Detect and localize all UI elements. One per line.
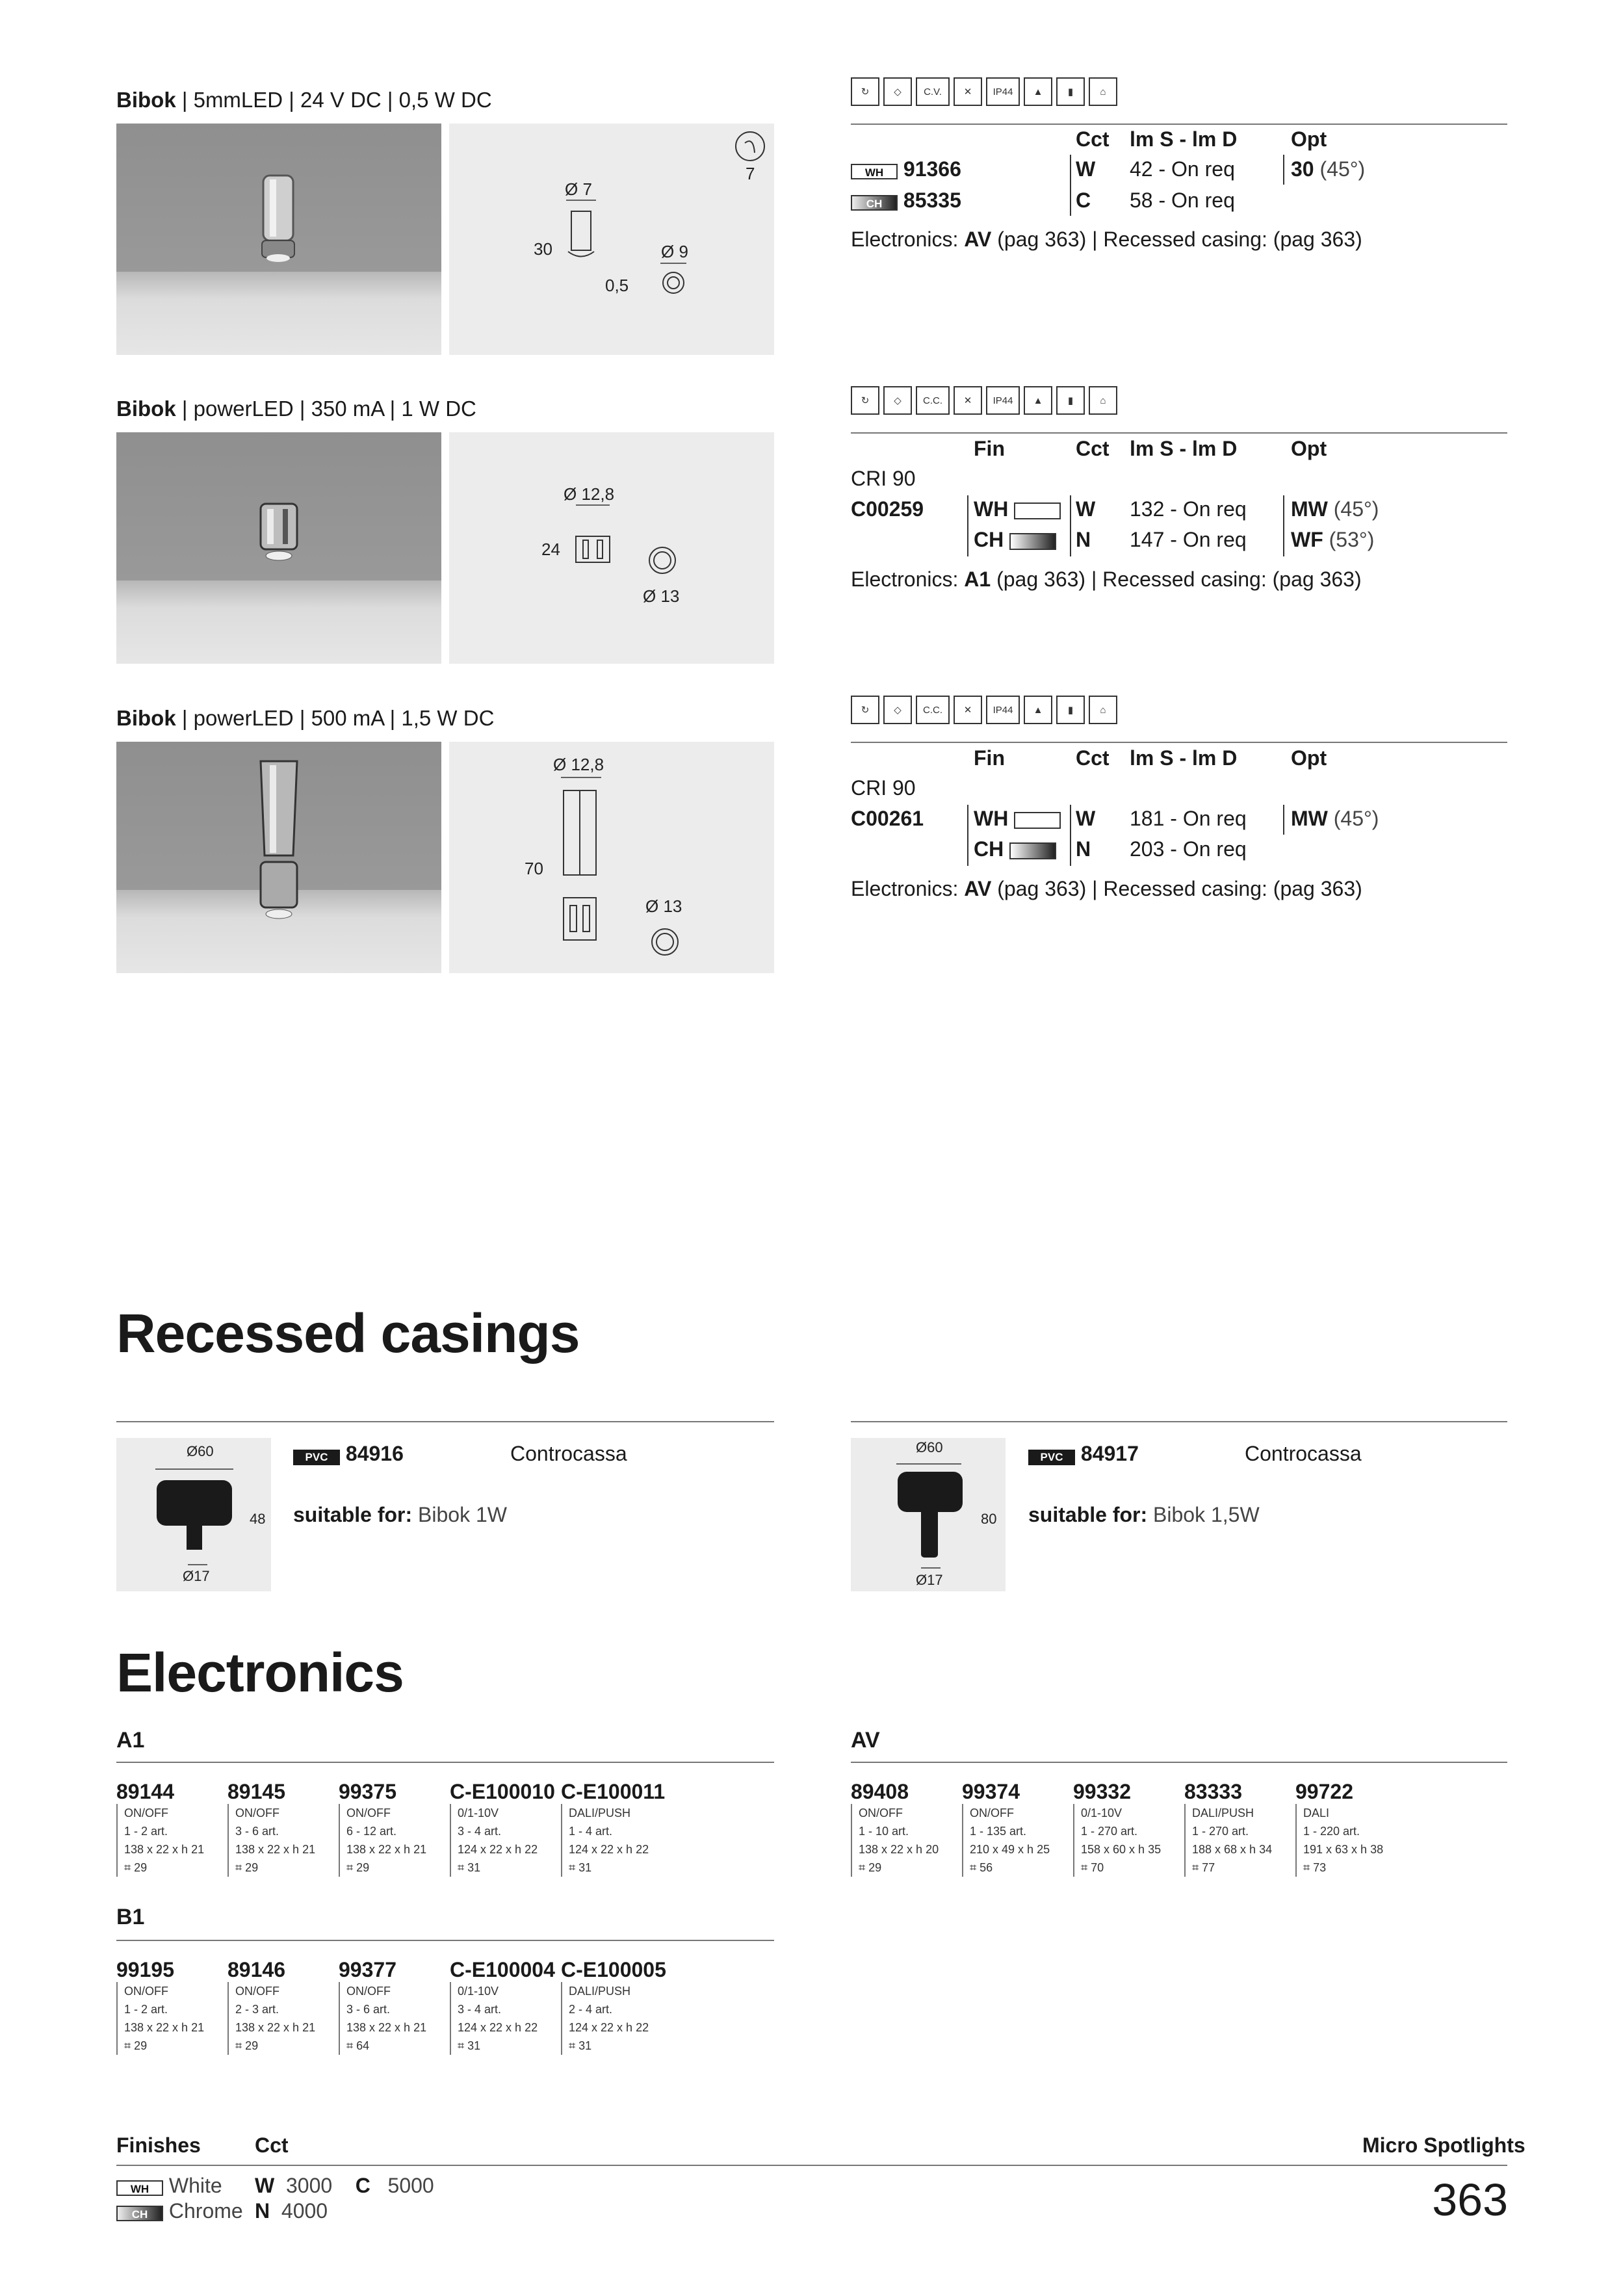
electronics-item	[116, 1958, 204, 2055]
cc-icon: C.C.	[916, 696, 950, 724]
lm-value: 42 - On req	[1130, 157, 1235, 181]
book-icon: ⌗	[1081, 1861, 1088, 1874]
finish-swatch	[1009, 842, 1056, 859]
lm-value: 147 - On req	[1130, 528, 1247, 551]
dim-thickness: 0,5	[605, 276, 629, 295]
opt-value: 30	[1291, 157, 1314, 181]
electronics-group-av	[851, 1780, 1507, 1877]
finishes-label: Finishes	[116, 2133, 201, 2157]
electronics-info	[339, 1982, 426, 2055]
page-ref-value: 31	[467, 1861, 481, 1874]
group-label: B1	[116, 1905, 145, 1929]
product-photo	[116, 124, 441, 355]
cri-label: CRI 90	[851, 776, 916, 800]
electronics-item	[450, 1780, 555, 1877]
book-icon: ⌗	[124, 1861, 131, 1874]
electronics-code: C-E100004	[450, 1958, 555, 1981]
electronics-item	[561, 1780, 665, 1877]
suitable-for: suitable for: Bibok 1W	[293, 1503, 507, 1526]
electronics-size: 188 x 68 x h 34	[1192, 1843, 1273, 1856]
dim-side: 80	[981, 1511, 997, 1527]
lm-value: 132 - On req	[1130, 497, 1247, 521]
cct-value: N	[1076, 837, 1091, 861]
electronics-size: 138 x 22 x h 21	[124, 2021, 205, 2034]
electronics-art: 1 - 2 art.	[124, 2003, 168, 2016]
group-label: A1	[116, 1728, 145, 1753]
finish-swatch	[1009, 533, 1056, 550]
electronics-mode: ON/OFF	[235, 1985, 279, 1998]
spotlight-image	[116, 742, 441, 973]
page-ref	[1303, 1859, 1383, 1877]
cri-label: CRI 90	[851, 467, 916, 490]
electronics-art: 2 - 3 art.	[235, 2003, 279, 2016]
electronics-item	[1295, 1780, 1383, 1877]
page-ref-value: 29	[245, 1861, 259, 1874]
ip-rating-icon: IP44	[986, 696, 1020, 724]
electronics-info	[116, 1982, 204, 2055]
electronics-art: 6 - 12 art.	[346, 1825, 397, 1838]
divider	[116, 1762, 774, 1763]
tilt-icon: ▮	[1056, 386, 1085, 415]
electronics-item	[339, 1780, 426, 1877]
page-ref	[458, 2037, 555, 2055]
electronics-mode: ON/OFF	[346, 1985, 391, 1998]
finish-swatch	[1014, 812, 1061, 829]
install-icon: ↻	[851, 386, 879, 415]
book-icon: ⌗	[458, 2039, 465, 2052]
electronics-info	[1295, 1804, 1383, 1877]
cc-icon: C.C.	[916, 386, 950, 415]
dim-top: Ø60	[916, 1439, 943, 1455]
electronics-item	[962, 1780, 1050, 1877]
electronics-art: 1 - 4 art.	[569, 1825, 613, 1838]
book-icon: ⌗	[970, 1861, 977, 1874]
electronics-code: C-E100011	[561, 1780, 666, 1803]
opt-value: MW	[1291, 807, 1328, 830]
class-iii-icon: ◇	[883, 386, 912, 415]
col-opt: Opt	[1291, 437, 1327, 460]
col-cct: Cct	[1076, 746, 1110, 770]
page-ref-value: 64	[356, 2039, 370, 2052]
section-name: Micro Spotlights	[1362, 2133, 1526, 2157]
product-code: 91366	[903, 157, 961, 181]
dim-top: Ø60	[187, 1443, 214, 1459]
page-ref	[235, 2037, 315, 2055]
table-row: WH	[974, 497, 1061, 521]
cct-value: W	[1076, 807, 1096, 830]
electronics-info	[450, 1982, 555, 2055]
table-row	[851, 157, 961, 181]
product-code: C00261	[851, 807, 924, 830]
casing-row	[1028, 1442, 1139, 1466]
technical-drawing	[449, 432, 774, 664]
book-icon: ⌗	[569, 1861, 576, 1874]
install-icon: ↻	[851, 696, 879, 724]
spotlight-image	[116, 124, 441, 355]
book-icon: ⌗	[346, 2039, 354, 2052]
electronics-size: 124 x 22 x h 22	[458, 1843, 538, 1856]
electronics-mode: DALI/PUSH	[1192, 1807, 1254, 1820]
icon-row	[851, 696, 1117, 724]
electronics-info	[450, 1804, 555, 1877]
electronics-art: 1 - 220 art.	[1303, 1825, 1360, 1838]
electronics-mode: ON/OFF	[124, 1807, 168, 1820]
product-code: C00259	[851, 497, 924, 521]
finish-swatch	[1014, 502, 1061, 519]
electronics-code: 83333	[1184, 1780, 1242, 1803]
page-ref	[569, 2037, 666, 2055]
product-title: Bibok | 5mmLED | 24 V DC | 0,5 W DC	[116, 88, 492, 112]
section-title: Electronics	[116, 1642, 404, 1703]
material-badge: PVC	[293, 1450, 340, 1465]
electronics-info	[851, 1804, 939, 1877]
casing-row	[293, 1442, 404, 1466]
book-icon: ⌗	[859, 1861, 866, 1874]
divider	[116, 2165, 1507, 2166]
page-ref-value: 70	[1091, 1861, 1104, 1874]
electronics-mode: ON/OFF	[235, 1807, 279, 1820]
dim-tilt: 7	[746, 164, 755, 183]
col-lm: lm S - lm D	[1130, 437, 1238, 460]
electronics-mode: 0/1-10V	[458, 1985, 499, 1998]
electronics-code: 89146	[227, 1958, 285, 1981]
finish-wh: WH White	[116, 2174, 222, 2198]
product-title: Bibok | powerLED | 500 mA | 1,5 W DC	[116, 706, 495, 730]
electronics-art: 1 - 135 art.	[970, 1825, 1027, 1838]
electronics-code: 99195	[116, 1958, 174, 1981]
electronics-size: 158 x 60 x h 35	[1081, 1843, 1162, 1856]
electronics-mode: DALI/PUSH	[569, 1807, 631, 1820]
electronics-size: 124 x 22 x h 22	[569, 1843, 649, 1856]
opt-value: WF	[1291, 528, 1323, 551]
electronics-item	[1073, 1780, 1161, 1877]
page-ref	[235, 1859, 315, 1877]
dim-bottom: Ø17	[183, 1568, 210, 1584]
lm-value: 181 - On req	[1130, 807, 1247, 830]
tilt-icon: ▮	[1056, 77, 1085, 106]
opt-angle: (45°)	[1319, 157, 1366, 181]
product-photo	[116, 742, 441, 973]
electronics-ref: Electronics: AV (pag 363) | Recessed casing: (pag 363)	[851, 228, 1362, 251]
spot-icon: ⌂	[1089, 386, 1117, 415]
electronics-size: 138 x 22 x h 21	[124, 1843, 205, 1856]
electronics-item	[1184, 1780, 1272, 1877]
electronics-mode: 0/1-10V	[1081, 1807, 1123, 1820]
page-number: 363	[1432, 2174, 1508, 2225]
finish-badge: CH	[851, 195, 898, 211]
book-icon: ⌗	[458, 1861, 465, 1874]
page-ref-value: 31	[467, 2039, 481, 2052]
book-icon: ⌗	[235, 2039, 242, 2052]
electronics-group-a1	[116, 1780, 774, 1877]
cct-value: C	[1076, 189, 1091, 212]
book-icon: ⌗	[569, 2039, 576, 2052]
electronics-info	[116, 1804, 204, 1877]
electronics-size: 124 x 22 x h 22	[569, 2021, 649, 2034]
electronics-mode: ON/OFF	[124, 1985, 168, 1998]
electronics-art: 1 - 270 art.	[1081, 1825, 1138, 1838]
finish-badge: WH	[851, 164, 898, 179]
electronics-art: 3 - 4 art.	[458, 2003, 502, 2016]
page-ref	[1192, 1859, 1272, 1877]
page-ref-value: 29	[134, 1861, 148, 1874]
electronics-mode: ON/OFF	[859, 1807, 903, 1820]
cct-value: W	[1076, 497, 1096, 521]
electronics-info	[339, 1804, 426, 1877]
dim-diameter: Ø 12,8	[553, 755, 604, 774]
beam-icon: ▲	[1024, 696, 1052, 724]
electronics-art: 3 - 4 art.	[458, 1825, 502, 1838]
electronics-size: 138 x 22 x h 21	[346, 2021, 427, 2034]
electronics-code: 99375	[339, 1780, 396, 1803]
casing-drawing	[116, 1438, 271, 1591]
electronics-info	[561, 1804, 665, 1877]
electronics-size: 138 x 22 x h 20	[859, 1843, 939, 1856]
casing-code: 84916	[345, 1442, 404, 1465]
casing-code: 84917	[1080, 1442, 1139, 1465]
page-ref-value: 29	[245, 2039, 259, 2052]
electronics-code: C-E100010	[450, 1780, 555, 1803]
class-iii-icon: ◇	[883, 696, 912, 724]
book-icon: ⌗	[235, 1861, 242, 1874]
page-ref-value: 73	[1313, 1861, 1327, 1874]
electronics-code: 99377	[339, 1958, 396, 1981]
material-badge: PVC	[1028, 1450, 1075, 1465]
electronics-info	[962, 1804, 1050, 1877]
page-ref-value: 31	[578, 1861, 592, 1874]
electronics-code: 99332	[1073, 1780, 1131, 1803]
electronics-size: 138 x 22 x h 21	[346, 1843, 427, 1856]
class-iii-icon: ◇	[883, 77, 912, 106]
no-cover-icon: ✕	[954, 77, 982, 106]
page-ref-value: 31	[578, 2039, 592, 2052]
cct-n: N 4000	[255, 2199, 328, 2223]
page-ref	[569, 1859, 665, 1877]
electronics-art: 1 - 10 art.	[859, 1825, 909, 1838]
divider	[851, 432, 1507, 434]
electronics-size: 138 x 22 x h 21	[235, 1843, 316, 1856]
electronics-mode: ON/OFF	[970, 1807, 1014, 1820]
electronics-size: 210 x 49 x h 25	[970, 1843, 1050, 1856]
dim-height: 30	[534, 239, 552, 259]
col-cct: Cct	[1076, 437, 1110, 460]
col-fin: Fin	[974, 437, 1005, 460]
electronics-code: C-E100005	[561, 1958, 666, 1981]
dim-diameter-2: Ø 13	[645, 896, 682, 916]
col-opt: Opt	[1291, 127, 1327, 151]
divider	[851, 1421, 1507, 1422]
section-title: Recessed casings	[116, 1303, 580, 1364]
col-opt: Opt	[1291, 746, 1327, 770]
electronics-item	[227, 1958, 315, 2055]
product-photo	[116, 432, 441, 664]
beam-icon: ▲	[1024, 77, 1052, 106]
col-cct: Cct	[1076, 127, 1110, 151]
electronics-mode: DALI	[1303, 1807, 1330, 1820]
product-title: Bibok | powerLED | 350 mA | 1 W DC	[116, 397, 476, 421]
electronics-mode: ON/OFF	[346, 1807, 391, 1820]
page-ref-value: 29	[868, 1861, 882, 1874]
electronics-item	[561, 1958, 666, 2055]
casing-desc: Controcassa	[1245, 1442, 1362, 1465]
electronics-code: 89144	[116, 1780, 174, 1803]
divider	[851, 1762, 1507, 1763]
divider	[851, 124, 1507, 125]
dim-diameter: Ø 12,8	[564, 484, 615, 504]
electronics-ref: Electronics: AV (pag 363) | Recessed casing: (pag 363)	[851, 877, 1362, 900]
col-lm: lm S - lm D	[1130, 127, 1238, 151]
suitable-for: suitable for: Bibok 1,5W	[1028, 1503, 1260, 1526]
book-icon: ⌗	[1303, 1861, 1310, 1874]
dim-diameter-2: Ø 9	[661, 242, 688, 261]
no-cover-icon: ✕	[954, 696, 982, 724]
icon-row	[851, 77, 1117, 106]
electronics-item	[339, 1958, 426, 2055]
electronics-info	[561, 1982, 666, 2055]
electronics-info	[1184, 1804, 1272, 1877]
electronics-art: 1 - 270 art.	[1192, 1825, 1249, 1838]
divider	[851, 742, 1507, 743]
icon-row	[851, 386, 1117, 415]
casing-desc: Controcassa	[510, 1442, 627, 1465]
electronics-code: 89408	[851, 1780, 909, 1803]
table-row: CH	[974, 528, 1056, 552]
col-fin: Fin	[974, 746, 1005, 770]
divider	[116, 1940, 774, 1941]
dim-height: 70	[525, 859, 543, 878]
spotlight-image	[116, 432, 441, 664]
electronics-code: 99722	[1295, 1780, 1353, 1803]
dim-diameter: Ø 7	[565, 179, 592, 199]
cct-value: N	[1076, 528, 1091, 551]
electronics-art: 3 - 6 art.	[346, 2003, 391, 2016]
electronics-art: 1 - 2 art.	[124, 1825, 168, 1838]
electronics-code: 89145	[227, 1780, 285, 1803]
dim-diameter-2: Ø 13	[643, 586, 680, 606]
table-row	[851, 189, 961, 213]
page-ref	[124, 2037, 204, 2055]
electronics-item	[851, 1780, 939, 1877]
cv-icon: C.V.	[916, 77, 950, 106]
page-ref	[458, 1859, 555, 1877]
technical-drawing	[449, 124, 774, 355]
install-icon: ↻	[851, 77, 879, 106]
book-icon: ⌗	[124, 2039, 131, 2052]
page-ref-value: 77	[1202, 1861, 1215, 1874]
ip-rating-icon: IP44	[986, 77, 1020, 106]
electronics-size: 124 x 22 x h 22	[458, 2021, 538, 2034]
page-ref	[859, 1859, 939, 1877]
electronics-item	[227, 1780, 315, 1877]
electronics-size: 191 x 63 x h 38	[1303, 1843, 1384, 1856]
no-cover-icon: ✕	[954, 386, 982, 415]
col-lm: lm S - lm D	[1130, 746, 1238, 770]
finish-ch: CH Chrome	[116, 2199, 243, 2223]
cct-value: W	[1076, 157, 1096, 181]
electronics-info	[1073, 1804, 1161, 1877]
opt-angle: (45°)	[1333, 807, 1379, 830]
dim-height: 24	[541, 540, 560, 559]
page-ref	[346, 1859, 426, 1877]
page-ref-value: 29	[134, 2039, 148, 2052]
electronics-mode: 0/1-10V	[458, 1807, 499, 1820]
page-ref	[1081, 1859, 1161, 1877]
page-ref-value: 29	[356, 1861, 370, 1874]
electronics-mode: DALI/PUSH	[569, 1985, 631, 1998]
lm-value: 58 - On req	[1130, 189, 1235, 212]
opt-angle: (45°)	[1333, 497, 1379, 521]
cct-label: Cct	[255, 2133, 289, 2157]
opt-value: MW	[1291, 497, 1328, 521]
product-code: 85335	[903, 189, 961, 212]
page-ref	[124, 1859, 204, 1877]
opt-angle: (53°)	[1329, 528, 1375, 551]
electronics-info	[227, 1982, 315, 2055]
lm-value: 203 - On req	[1130, 837, 1247, 861]
ip-rating-icon: IP44	[986, 386, 1020, 415]
electronics-art: 2 - 4 art.	[569, 2003, 613, 2016]
electronics-item	[450, 1958, 555, 2055]
electronics-art: 3 - 6 art.	[235, 1825, 279, 1838]
page-ref-value: 56	[980, 1861, 993, 1874]
electronics-group-b1	[116, 1958, 774, 2055]
electronics-info	[227, 1804, 315, 1877]
page-ref	[970, 1859, 1050, 1877]
book-icon: ⌗	[346, 1861, 354, 1874]
technical-drawing	[449, 742, 774, 973]
cct-w: W 3000 C 5000	[255, 2174, 434, 2197]
electronics-ref: Electronics: A1 (pag 363) | Recessed casing: (pag 363)	[851, 567, 1362, 591]
table-row: WH	[974, 807, 1061, 831]
page-ref	[346, 2037, 426, 2055]
beam-icon: ▲	[1024, 386, 1052, 415]
group-label: AV	[851, 1728, 880, 1753]
electronics-item	[116, 1780, 204, 1877]
spot-icon: ⌂	[1089, 696, 1117, 724]
dim-bottom: Ø17	[916, 1572, 943, 1588]
casing-drawing	[851, 1438, 1006, 1591]
tilt-icon: ▮	[1056, 696, 1085, 724]
dim-side: 48	[250, 1511, 266, 1527]
spot-icon: ⌂	[1089, 77, 1117, 106]
electronics-size: 138 x 22 x h 21	[235, 2021, 316, 2034]
book-icon: ⌗	[1192, 1861, 1199, 1874]
electronics-code: 99374	[962, 1780, 1020, 1803]
divider	[116, 1421, 774, 1422]
table-row: CH	[974, 837, 1056, 861]
